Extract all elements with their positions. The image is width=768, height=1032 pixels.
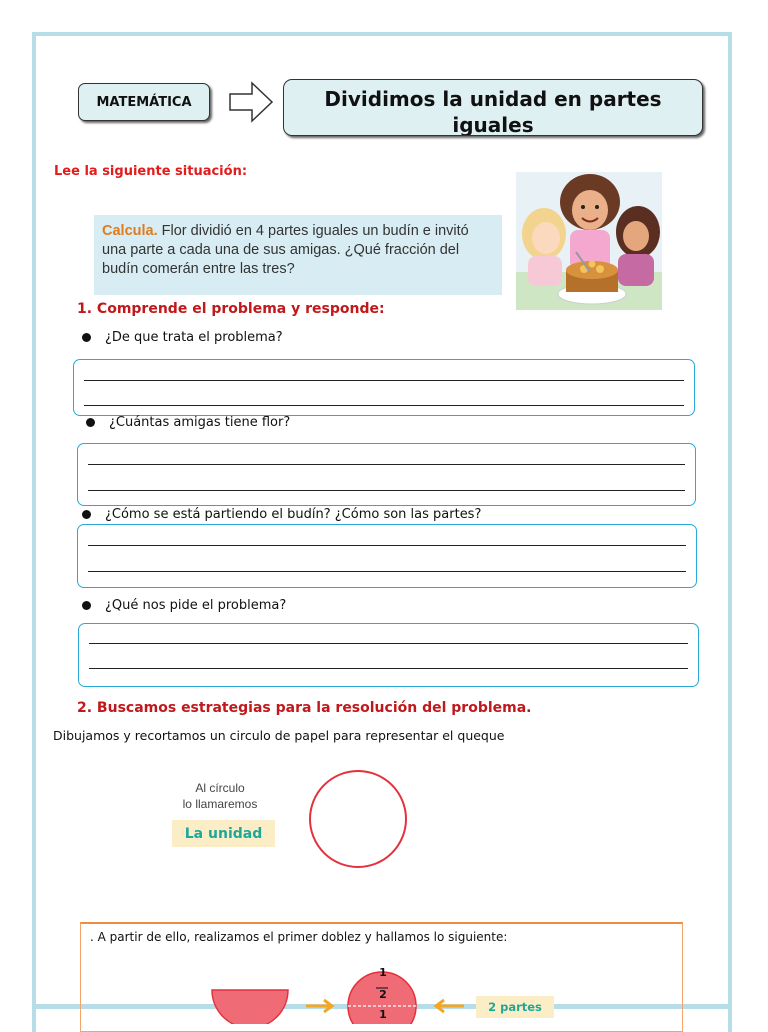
subject-label: MATEMÁTICA xyxy=(78,83,210,121)
unit-tag: La unidad xyxy=(172,820,275,847)
intro-heading: Lee la siguiente situación: xyxy=(54,164,248,179)
answer-line xyxy=(88,545,686,546)
answer-line xyxy=(84,405,684,406)
bullet-icon xyxy=(82,601,91,610)
fraction-numerator-lower: 1 xyxy=(379,1008,387,1021)
answer-box-2[interactable] xyxy=(77,443,696,506)
page-title: Dividimos la unidad en partes iguales xyxy=(283,79,703,136)
question-1: ¿De que trata el problema? xyxy=(82,330,283,345)
problem-statement-box xyxy=(94,215,502,295)
answer-line xyxy=(84,380,684,381)
question-3: ¿Cómo se está partiendo el budín? ¿Cómo son las partes? xyxy=(82,507,481,522)
unit-caption: Al círculo lo llamaremos xyxy=(182,781,258,811)
section-1-heading: 1. Comprende el problema y responde: xyxy=(77,301,385,317)
bullet-icon xyxy=(82,510,91,519)
unit-circle xyxy=(309,770,407,868)
half-circle-shape xyxy=(212,990,288,1024)
answer-box-3[interactable] xyxy=(77,524,697,588)
fold-instruction: . A partir de ello, realizamos el primer doblez y hallamos lo siguiente: xyxy=(90,930,508,944)
fraction-numerator: 1 xyxy=(379,966,387,979)
arrow-right-icon xyxy=(228,80,274,124)
problem-text: Flor dividió en 4 partes iguales un budín e invitó una parte a cada una de sus amigas. ¿Qué fracción del budín comerán entre las tres? xyxy=(102,223,469,277)
girls-cutting-cake-illustration xyxy=(516,172,662,310)
parts-tag: 2 partes xyxy=(476,996,554,1018)
bullet-icon xyxy=(86,418,95,427)
arrow-right-icon xyxy=(306,1000,332,1012)
answer-line xyxy=(89,668,688,669)
fraction-denominator: 2 xyxy=(379,988,387,1001)
calc-keyword: Calcula. xyxy=(102,223,158,239)
answer-box-1[interactable] xyxy=(73,359,695,416)
section-2-text: Dibujamos y recortamos un circulo de papel para representar el queque xyxy=(53,728,505,743)
answer-line xyxy=(88,464,685,465)
arrow-left-icon xyxy=(436,1000,464,1012)
question-4: ¿Qué nos pide el problema? xyxy=(82,598,286,613)
answer-box-4[interactable] xyxy=(78,623,699,687)
question-2: ¿Cuántas amigas tiene flor? xyxy=(86,415,290,430)
answer-line xyxy=(89,643,688,644)
answer-line xyxy=(88,571,686,572)
bullet-icon xyxy=(82,333,91,342)
answer-line xyxy=(88,490,685,491)
section-2-heading: 2. Buscamos estrategias para la resolución del problema. xyxy=(77,700,532,716)
